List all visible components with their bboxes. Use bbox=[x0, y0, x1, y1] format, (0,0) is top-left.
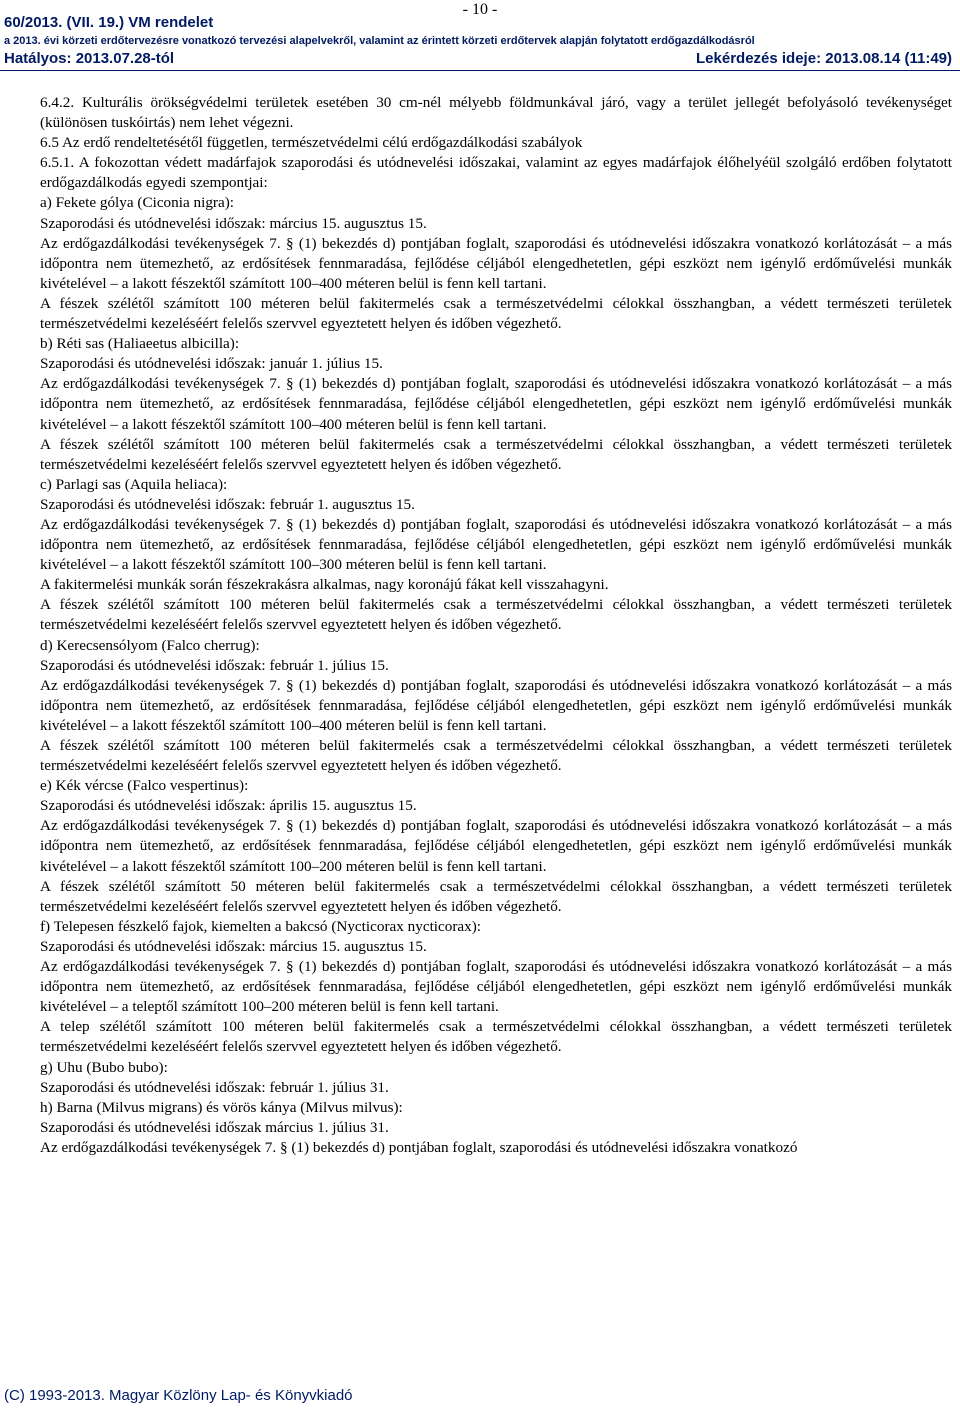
breeding-period: Szaporodási és utódnevelési időszak: március 15. augusztus 15. bbox=[40, 214, 427, 232]
breeding-period: Szaporodási és utódnevelési időszak: április 15. augusztus 15. bbox=[40, 797, 417, 815]
breeding-period: Szaporodási és utódnevelési időszak március 1. július 31. bbox=[40, 1118, 389, 1136]
breeding-period: Szaporodási és utódnevelési időszak: február 1. július 31. bbox=[40, 1078, 389, 1096]
felling-paragraph: A fészek szélétől számított 100 méteren belül fakitermelés csak a természetvédelmi célokkal összhangban, a védett természeti területek természetvédelmi kezeléséért felelős szervvel egyeztetett helyen és időben végezhető. bbox=[40, 596, 952, 634]
breeding-period: Szaporodási és utódnevelési időszak: február 1. augusztus 15. bbox=[40, 495, 415, 513]
section-heading-6-5: 6.5 Az erdő rendeltetésétől független, természetvédelmi célú erdőgazdálkodási szabályok bbox=[40, 134, 583, 152]
query-date: Lekérdezés ideje: 2013.08.14 (11:49) bbox=[696, 50, 952, 67]
header-divider bbox=[0, 70, 960, 71]
page-footer-copyright: (C) 1993-2013. Magyar Közlöny Lap- és Könyvkiadó bbox=[4, 1387, 353, 1404]
paragraph-6-5-1: 6.5.1. A fokozottan védett madárfajok szaporodási és utódnevelési időszakai, valamint az egyes madárfajok élőhelyéül szolgáló erdőben folytatott erdőgazdálkodás egyedi szempontjai: bbox=[40, 154, 952, 192]
page-number: - 10 - bbox=[462, 1, 498, 18]
felling-paragraph: A fészek szélétől számított 100 méteren belül fakitermelés csak a természetvédelmi célokkal összhangban, a védett természeti területek természetvédelmi kezeléséért felelős szervvel egyeztetett helyen és időben végezhető. bbox=[40, 294, 952, 333]
felling-paragraph: A fészek szélétől számított 50 méteren belül fakitermelés csak a természetvédelmi célokkal összhangban, a védett természeti területek természetvédelmi kezeléséért felelős szervvel egyeztetett helyen és időben végezhető. bbox=[40, 877, 952, 915]
document-title: 60/2013. (VII. 19.) VM rendelet bbox=[4, 14, 214, 31]
restriction-paragraph: Az erdőgazdálkodási tevékenységek 7. § (1) bekezdés d) pontjában foglalt, szaporodási és utódnevelési időszakra vonatkozó bbox=[40, 1138, 798, 1156]
document-subtitle: a 2013. évi körzeti erdőtervezésre vonatkozó tervezési alapelvekről, valamint az érintett körzeti erdőtervek alapján folytatott erdőgazdálkodásról bbox=[4, 35, 755, 47]
restriction-paragraph: Az erdőgazdálkodási tevékenységek 7. § (1) bekezdés d) pontjában foglalt, szaporodási és utódnevelési időszakra vonatkozó korlátozását – a más időpontra nem ütemezhető, az erdősítések fennmaradása, fejlődése céljából elengedhetetlen, gépi eszközt nem igénylő erdőművelési munkák kivételével – a teleptől számított 100–200 méteren belül is fenn kell tartani. bbox=[40, 958, 952, 1016]
species-heading: f) Telepesen fészkelő fajok, kiemelten a bakcsó (Nycticorax nycticorax): bbox=[40, 917, 482, 935]
paragraph-6-4-2: 6.4.2. Kulturális örökségvédelmi területek esetében 30 cm-nél mélyebb földmunkával járó, vagy a terület jellegét befolyásoló tevékenységet (különösen tuskóirtás) nem lehet végezni. bbox=[40, 94, 952, 132]
breeding-period: Szaporodási és utódnevelési időszak: január 1. július 15. bbox=[40, 355, 383, 373]
tree-retention-paragraph: A fakitermelési munkák során fészekrakásra alkalmas, nagy koronájú fákat kell visszahagyni. bbox=[40, 576, 609, 594]
species-heading: a) Fekete gólya (Ciconia nigra): bbox=[40, 194, 234, 212]
effective-date: Hatályos: 2013.07.28-tól bbox=[4, 50, 175, 67]
species-heading: d) Kerecsensólyom (Falco cherrug): bbox=[40, 636, 260, 654]
species-heading: c) Parlagi sas (Aquila heliaca): bbox=[40, 475, 228, 493]
page-header bbox=[0, 0, 960, 72]
felling-paragraph: A telep szélétől számított 100 méteren belül fakitermelés csak a természetvédelmi célokkal összhangban, a védett természeti területek természetvédelmi kezeléséért felelős szervvel egyeztetett helyen és időben végezhető. bbox=[40, 1018, 952, 1056]
felling-paragraph: A fészek szélétől számított 100 méteren belül fakitermelés csak a természetvédelmi célokkal összhangban, a védett természeti területek természetvédelmi kezeléséért felelős szervvel egyeztetett helyen és időben végezhető. bbox=[40, 435, 952, 473]
species-heading: b) Réti sas (Haliaeetus albicilla): bbox=[40, 335, 240, 353]
restriction-paragraph: Az erdőgazdálkodási tevékenységek 7. § (1) bekezdés d) pontjában foglalt, szaporodási és utódnevelési időszakra vonatkozó korlátozását – a más időpontra nem ütemezhető, az erdősítések fennmaradása, fejlődése céljából elengedhetetlen, gépi eszközt nem igénylő erdőművelési munkák kivételével – a lakott fészektől számított 100–400 méteren belül is fenn kell tartani. bbox=[40, 234, 952, 292]
restriction-paragraph: Az erdőgazdálkodási tevékenységek 7. § (1) bekezdés d) pontjában foglalt, szaporodási és utódnevelési időszakra vonatkozó korlátozását – a más időpontra nem ütemezhető, az erdősítések fennmaradása, fejlődése céljából elengedhetetlen, gépi eszközt nem igénylő erdőművelési munkák kivételével – a lakott fészektől számított 100–300 méteren belül is fenn kell tartani. bbox=[40, 515, 952, 574]
felling-paragraph: A fészek szélétől számított 100 méteren belül fakitermelés csak a természetvédelmi célokkal összhangban, a védett természeti területek természetvédelmi kezeléséért felelős szervvel egyeztetett helyen és időben végezhető. bbox=[40, 737, 952, 775]
species-heading: e) Kék vércse (Falco vespertinus): bbox=[40, 777, 249, 795]
restriction-paragraph: Az erdőgazdálkodási tevékenységek 7. § (1) bekezdés d) pontjában foglalt, szaporodási és utódnevelési időszakra vonatkozó korlátozását – a más időpontra nem ütemezhető, az erdősítések fennmaradása, fejlődése céljából elengedhetetlen, gépi eszközt nem igénylő erdőművelési munkák kivételével – a lakott fészektől számított 100–400 méteren belül is fenn kell tartani. bbox=[40, 375, 952, 433]
breeding-period: Szaporodási és utódnevelési időszak: február 1. július 15. bbox=[40, 656, 389, 674]
breeding-period: Szaporodási és utódnevelési időszak: március 15. augusztus 15. bbox=[40, 937, 427, 955]
species-heading: h) Barna (Milvus migrans) és vörös kánya (Milvus milvus): bbox=[40, 1098, 403, 1116]
restriction-paragraph: Az erdőgazdálkodási tevékenységek 7. § (1) bekezdés d) pontjában foglalt, szaporodási és utódnevelési időszakra vonatkozó korlátozását – a más időpontra nem ütemezhető, az erdősítések fennmaradása, fejlődése céljából elengedhetetlen, gépi eszközt nem igénylő erdőművelési munkák kivételével – a lakott fészektől számított 100–200 méteren belül is fenn kell tartani. bbox=[40, 817, 952, 875]
document-body bbox=[40, 93, 952, 1158]
species-heading: g) Uhu (Bubo bubo): bbox=[40, 1058, 168, 1076]
restriction-paragraph: Az erdőgazdálkodási tevékenységek 7. § (1) bekezdés d) pontjában foglalt, szaporodási és utódnevelési időszakra vonatkozó korlátozását – a más időpontra nem ütemezhető, az erdősítések fennmaradása, fejlődése céljából elengedhetetlen, gépi eszközt nem igénylő erdőművelési munkák kivételével – a lakott fészektől számított 100–400 méteren belül is fenn kell tartani. bbox=[40, 676, 952, 734]
